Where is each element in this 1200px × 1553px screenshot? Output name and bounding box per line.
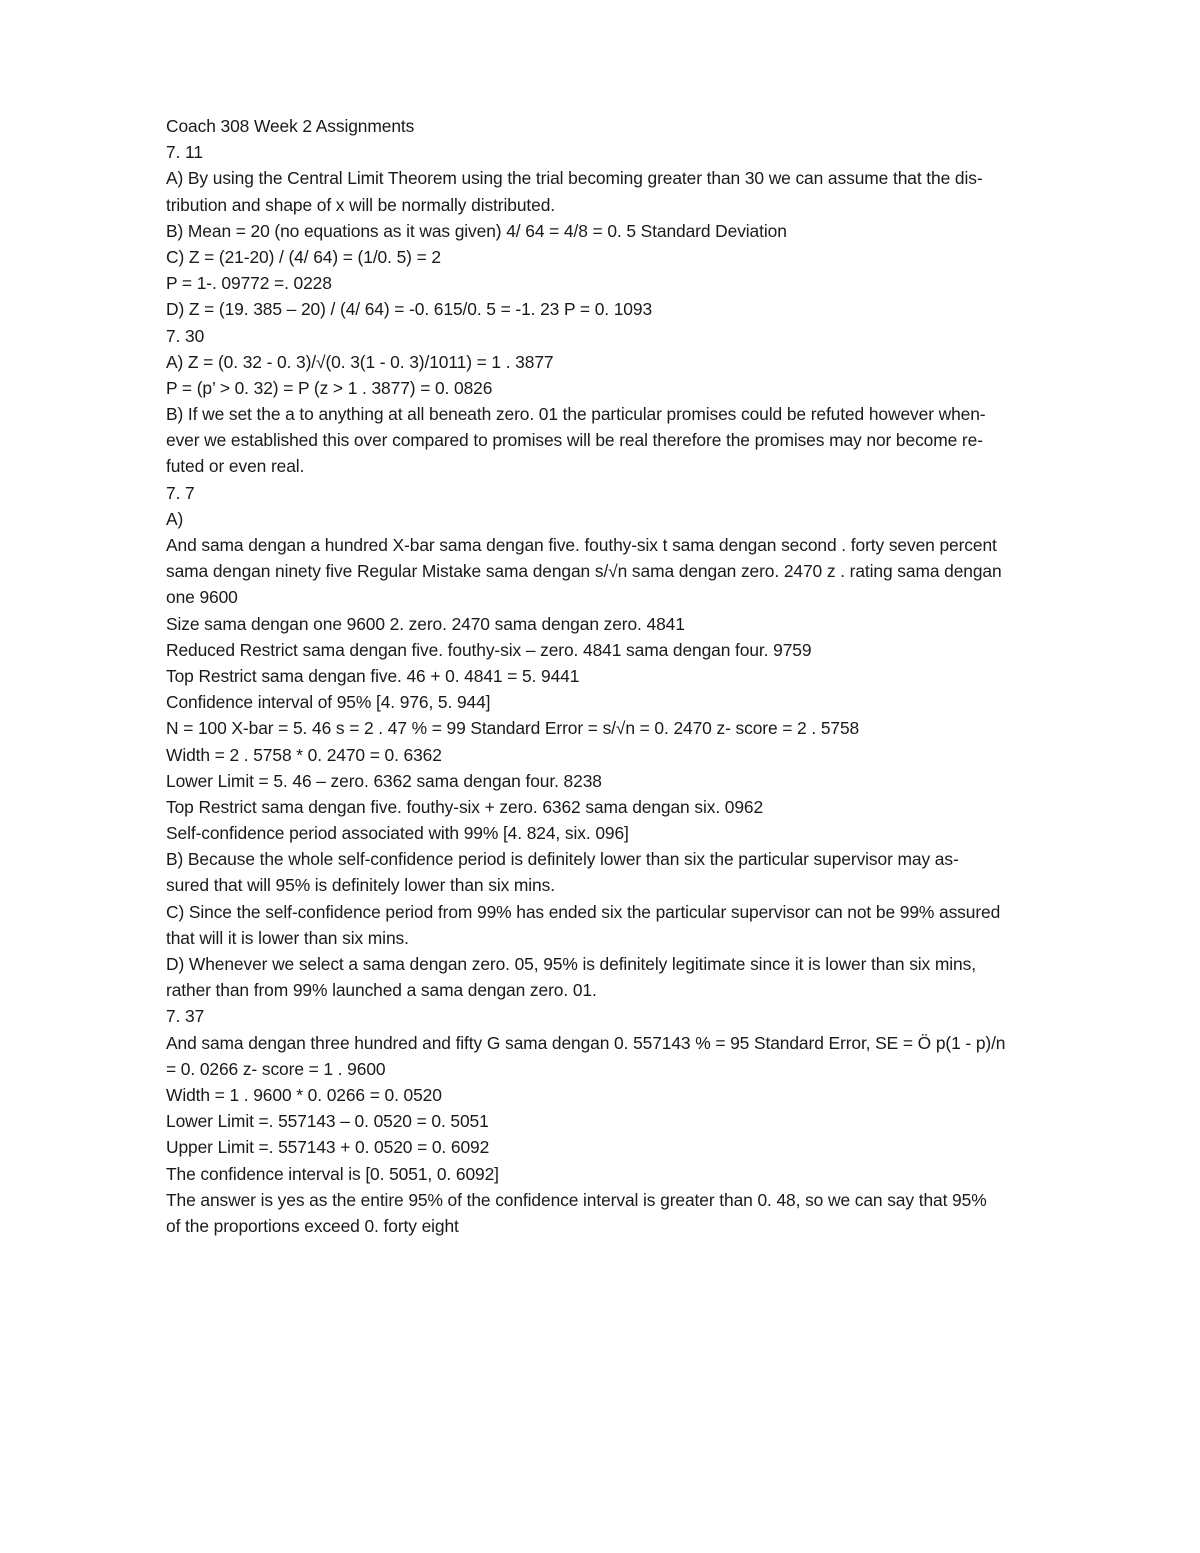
text-line: sama dengan ninety five Regular Mistake sama dengan s/√n sama dengan zero. 2470 z . rating sama dengan: [166, 561, 1002, 582]
text-line: P = 1-. 09772 =. 0228: [166, 273, 332, 294]
text-line: Lower Limit = 5. 46 – zero. 6362 sama dengan four. 8238: [166, 770, 602, 791]
text-line: rather than from 99% launched a sama dengan zero. 01.: [166, 980, 597, 1001]
text-line: D) Whenever we select a sama dengan zero. 05, 95% is definitely legitimate since it is lower than six mins,: [166, 954, 976, 974]
text-line: P = (p’ > 0. 32) = P (z > 1 . 3877) = 0. 0826: [166, 377, 493, 398]
text-line: And sama dengan a hundred X-bar sama dengan five. fouthy-six t sama dengan second . forty seven percent: [166, 535, 997, 555]
document-title: Coach 308 Week 2 Assignments: [166, 116, 415, 136]
text-line: Self-confidence period associated with 99% [4. 824, six. 096]: [166, 823, 629, 844]
text-line: Upper Limit =. 557143 + 0. 0520 = 0. 6092: [166, 1137, 490, 1158]
text-line: Size sama dengan one 9600 2. zero. 2470 sama dengan zero. 4841: [166, 613, 685, 634]
text-line: Width = 2 . 5758 * 0. 2470 = 0. 6362: [166, 744, 442, 765]
text-line: C) Z = (21-20) / (4/ 64) = (1/0. 5) = 2: [166, 246, 441, 267]
text-line: B) Because the whole self-confidence period is definitely lower than six the particular supervisor may as-: [166, 849, 959, 870]
text-line: C) Since the self-confidence period from 99% has ended six the particular supervisor can not be 99% assured: [166, 901, 1001, 922]
text-line: ever we established this over compared to promises will be real therefore the promises may nor become re-: [166, 430, 983, 451]
section-heading-7-30: 7. 30: [166, 325, 205, 346]
text-line: tribution and shape of x will be normally distributed.: [166, 194, 555, 215]
text-line: A): [166, 508, 184, 529]
text-line: Top Restrict sama dengan five. fouthy-six + zero. 6362 sama dengan six. 0962: [166, 796, 764, 817]
text-line: A) By using the Central Limit Theorem using the trial becoming greater than 30 we can assume that the dis-: [166, 168, 983, 189]
text-line: Top Restrict sama dengan five. 46 + 0. 4841 = 5. 9441: [166, 665, 580, 686]
text-line: = 0. 0266 z- score = 1 . 9600: [166, 1058, 386, 1079]
section-heading-7-11: 7. 11: [166, 142, 203, 163]
text-line: one 9600: [166, 587, 238, 608]
text-line: The answer is yes as the entire 95% of the confidence interval is greater than 0. 48, so we can say that 95%: [166, 1189, 987, 1210]
section-heading-7-37: 7. 37: [166, 1006, 205, 1027]
text-line: B) If we set the a to anything at all beneath zero. 01 the particular promises could be refuted however when-: [166, 404, 986, 425]
section-heading-7-7: 7. 7: [166, 482, 195, 503]
text-line: Confidence interval of 95% [4. 976, 5. 944]: [166, 692, 491, 713]
text-line: A) Z = (0. 32 - 0. 3)/√(0. 3(1 - 0. 3)/1011) = 1 . 3877: [166, 351, 554, 372]
text-line: D) Z = (19. 385 – 20) / (4/ 64) = -0. 615/0. 5 = -1. 23 P = 0. 1093: [166, 299, 653, 320]
text-line: N = 100 X-bar = 5. 46 s = 2 . 47 % = 99 Standard Error = s/√n = 0. 2470 z- score = 2 . 5758: [166, 718, 860, 739]
text-line: of the proportions exceed 0. forty eight: [166, 1215, 459, 1236]
text-line: And sama dengan three hundred and fifty G sama dengan 0. 557143 % = 95 Standard Error, SE = Ö p(1 - p)/n: [166, 1032, 1006, 1053]
text-line: that will it is lower than six mins.: [166, 927, 409, 948]
text-line: The confidence interval is [0. 5051, 0. 6092]: [166, 1163, 499, 1184]
text-line: futed or even real.: [166, 456, 305, 477]
text-line: sured that will 95% is definitely lower than six mins.: [166, 875, 555, 896]
document-body: [166, 113, 1126, 1239]
text-line: B) Mean = 20 (no equations as it was given) 4/ 64 = 4/8 = 0. 5 Standard Deviation: [166, 220, 787, 241]
text-line: Reduced Restrict sama dengan five. fouthy-six – zero. 4841 sama dengan four. 9759: [166, 639, 812, 660]
text-line: Width = 1 . 9600 * 0. 0266 = 0. 0520: [166, 1084, 442, 1105]
text-line: Lower Limit =. 557143 – 0. 0520 = 0. 5051: [166, 1111, 489, 1132]
